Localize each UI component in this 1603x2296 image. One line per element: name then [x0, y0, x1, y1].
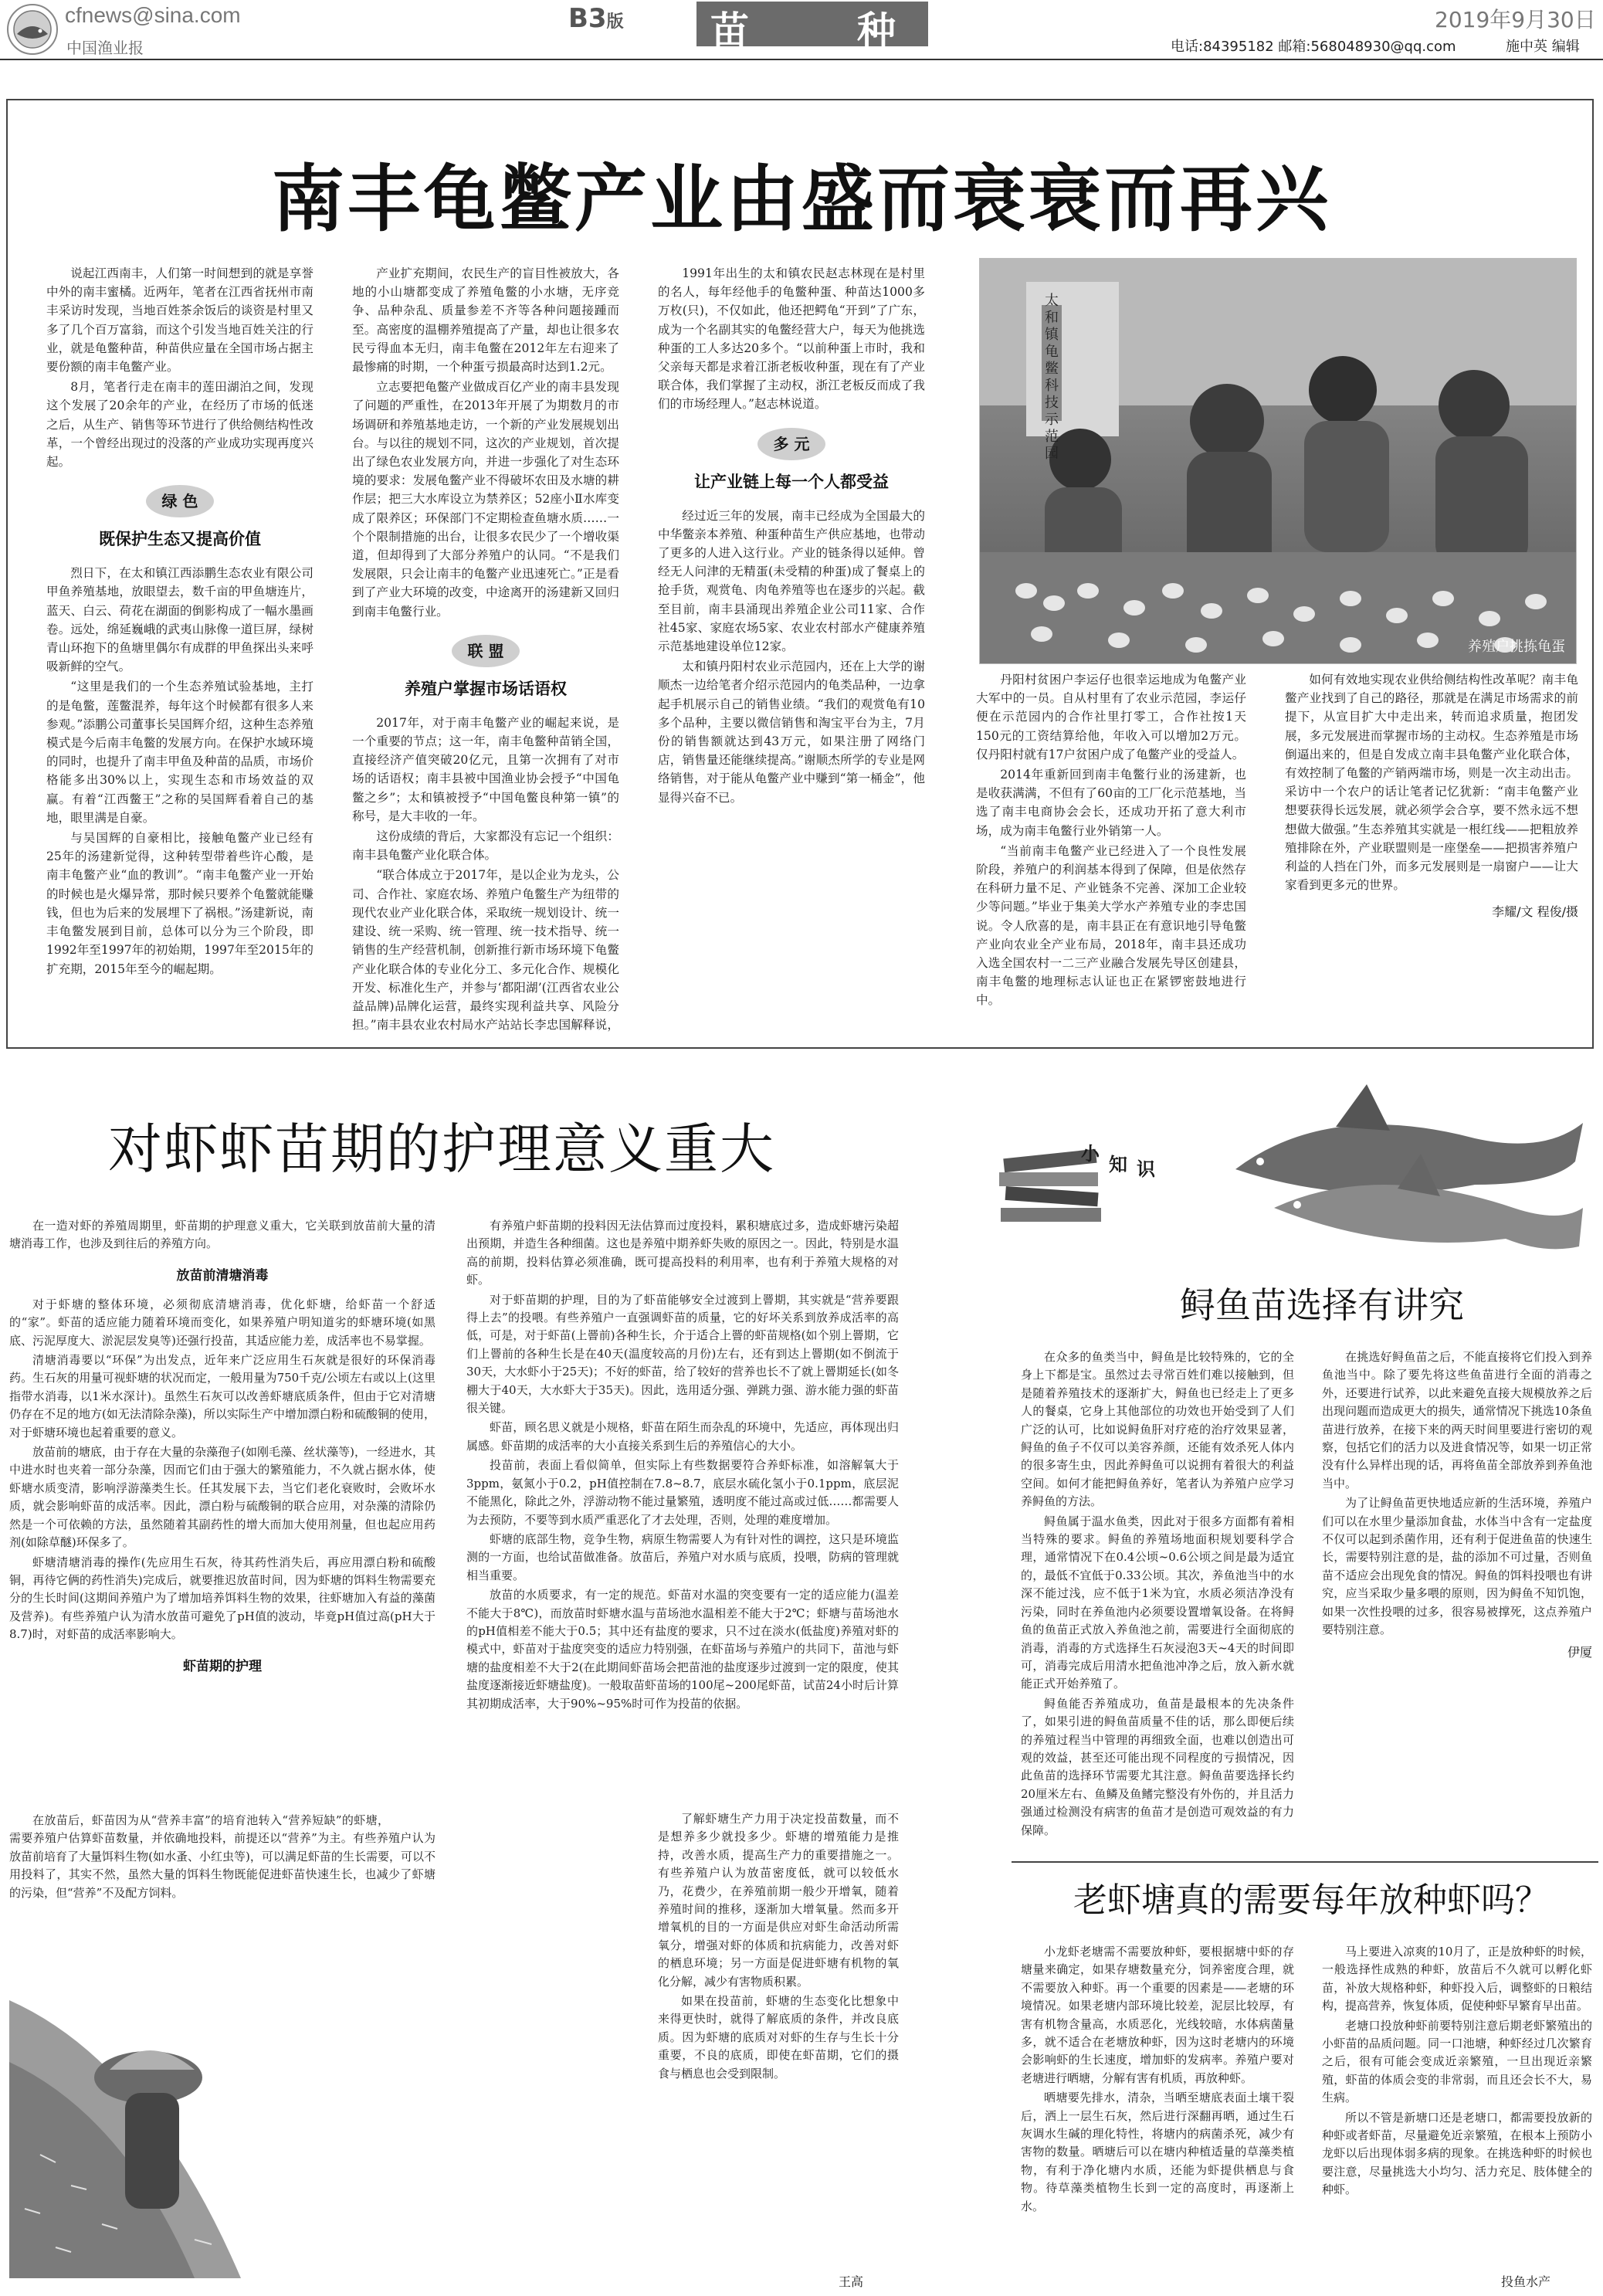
section-heading: 既保护生态又提高价值 — [99, 530, 261, 549]
knowledge-char-shi: 识 — [1137, 1158, 1155, 1180]
section-tag-label: 多 元 — [773, 434, 810, 453]
paragraph: 在一造对虾的养殖周期里，虾苗期的护理意义重大，它关联到放苗前大量的清塘消毒工作，也涉及到往后的养殖方向。 — [9, 1219, 435, 1251]
paragraph: 虾塘清塘消毒的操作(先应用生石灰，待其药性消失后，再应用漂白粉和硫酸铜，再待它俩的药性消失)完成后，就要推迟放苗时间，因为虾塘的饵料生物需要充分的生长时间(这期间养殖户为了增加培养饵料生物的效果，往虾塘加入有益的藻菌及营养)。有些养殖户认为清水放苗可避免了pH值的波动，毕竟pH值过高(pH大于8.7)时，对虾苗的成活率影响大。 — [9, 1555, 435, 1642]
paragraph: “当前南丰龟鳖产业已经进入了一个良性发展阶段，养殖户的利润基本得到了保障，但是依然存在科研力量不足、产业链条不完善、深加工企业较少等问题。”毕业于集美大学水产养殖专业的李忠国说。令人欣喜的是，南丰县正在有意识地引导龟鳖产业向农业全产业布局，2018年，南丰县还成功入选全国农村一二三产业融合发展先导区创建县，南丰龟鳖的地理标志认证也正在紧锣密鼓地进行中。 — [976, 843, 1246, 1008]
lead-article-column-5 — [1285, 670, 1578, 1033]
paragraph: 有养殖户虾苗期的投料因无法估算而过度投料，累积塘底过多，造成虾塘污染超出预期，并造生各种细菌。这也是养殖中期养虾失败的原因之一。因此，特别是水温高的前期，投料估算必须准确，既可提高投料的利用率，也有利于养殖大规格的对虾。 — [466, 1219, 899, 1287]
paragraph: 2014年重新回到南丰龟鳖行业的汤建新，也是收获满满，不但有了60亩的工厂化示范基地，当选了南丰电商协会会长，还成功开拓了意大利市场，成为南丰龟鳖行业外销第一人。 — [976, 768, 1246, 838]
paragraph: 对于虾塘的整体环境，必须彻底清塘消毒，优化虾塘，给虾苗一个舒适的“家”。虾苗的适应能力随着环境而变化，如果养殖户明知道劣的虾塘环境(如黑底、污泥厚度大、淤泥层发臭等)还强行投苗，其适应能力差，成活率也不易掌握。 — [9, 1297, 435, 1348]
paragraph: 鲟鱼属于温水鱼类，因此对于很多方面都有着相当特殊的要求。鲟鱼的养殖场地面积规划要科学合理，通常情况下在0.4公顷~0.6公顷之间是最为适宜的，最低不宜低于0.33公顷。其次，养鱼池当中的水深不能过浅，应不低于1米为宜，水质必须洁净没有污染，同时在养鱼池内必须要设置增氧设备。在将鲟鱼的鱼苗正式放入养鱼池之前，需要进行全面彻底的消毒，消毒的方式选择生石灰浸泡3天~4天的时间即可，消毒完成后用清水把鱼池冲净之后，放入新水就能正式开始养殖了。 — [1021, 1514, 1294, 1691]
paragraph: 在放苗后，虾苗因为从“营养丰富”的培育池转入“营养短缺”的虾塘，需要养殖户估算虾苗数量，并依确地投料，前提还以“营养”为主。有些养殖户认为放苗前培育了大量饵料生物(如水蚤、小红虫等)，可以满足虾苗的生长需要，可以不用投料了，其实不然，虽然大量的饵料生物既能促进虾苗快速生长，也减少了虾塘的污染，但“营养”不及配方饲料。 — [9, 1813, 435, 1900]
paragraph: 虾苗，顾名思义就是小规格，虾苗在陌生而杂乱的环境中，先适应，再体现出归属感。虾苗期的成活率的大小直接关系到生后的养殖信心的大小。 — [466, 1420, 899, 1453]
lead-article-title: 南丰龟鳖产业由盛而衰衰而再兴 — [271, 158, 1331, 242]
paragraph: 2017年，对于南丰龟鳖产业的崛起来说，是一个重要的节点；这一年，南丰龟鳖种苗销全国，直接经济产值突破20亿元，且第一次拥有了对市场的话语权；南丰县被中国渔业协会授予“中国龟鳖之乡”；太和镇被授予“中国龟鳖良种第一镇”的称号，是大丰收的一年。 — [352, 715, 619, 823]
section-char-1: 苗 — [710, 8, 749, 53]
paragraph: 丹阳村贫困户李运仔也很幸运地成为龟鳖产业大军中的一员。自从村里有了农业示范园，李运仔便在示范园内的合作社里打零工，合作社按1天150元的工资结算给他，年收入可以增加2万元。仅丹阳村就有17户贫困户成了龟鳖产业的受益人。 — [976, 673, 1246, 761]
knowledge-banner — [996, 1053, 1598, 1308]
paragraph: “这里是我们的一个生态养殖试验基地，主打的是龟鳖，莲鳖混养，每年这个时候都有很多人来参观。”添鹏公司董事长吴国辉介绍，这种生态养殖模式是今后南丰龟鳖的发展方向。在保护水域环境的同时，也提升了南丰甲鱼及种苗的品质，市场价格能多出30%以上，实现生态和市场效益的双赢。有着“江西鳖王”之称的吴国辉看着自己的基地，眼里满是自豪。 — [46, 680, 313, 825]
edition-code: B3 — [568, 3, 607, 34]
text-wrap-spacer — [389, 1812, 435, 1813]
section-heading: 虾苗期的护理 — [183, 1658, 262, 1674]
paragraph: 晒塘要先排水，清杂，当晒至塘底表面土壤干裂后，洒上一层生石灰，然后进行深翻再晒，通过生石灰调水生碱的理化特性，将塘内的病菌杀死，减少有害物的数量。晒塘后可以在塘内种植适量的草藻类植物，有利于净化塘内水质，还能为虾提供栖息与食物。待草藻类植物生长到一定的高度时，再逐渐上水。 — [1021, 2091, 1294, 2213]
knowledge-char-xiao: 小 — [1081, 1143, 1100, 1165]
sturgeon-article-column-1 — [1021, 1348, 1294, 1853]
paragraph: 1991年出生的太和镇农民赵志林现在是村里的名人，每年经他手的龟鳖种蛋、种苗达1000多万枚(只)，不仅如此，他还把鳄龟“开到”了广东，成为一个名副其实的龟鳖经营大户，每天为他挑选种蛋的工人多达20多个。“以前种蛋上市时，我和父亲每天都是求着江浙老板收种蛋，现在有了产业联合体，我们掌握了主动权，浙江老板反而成了我们的市场经理人。”赵志林说道。 — [658, 266, 925, 412]
editor-name: 施中英 编辑 — [1506, 39, 1580, 55]
paragraph: 放苗的水质要求，有一定的规范。虾苗对水温的突变要有一定的适应能力(温差不能大于8℃)，而放苗时虾塘水温与苗场池水温相差不能大于2℃；虾塘与苗场池水的pH值相差不能大于0.5；其中还有盐度的要求，只不过在淡水(低盐度)养殖对虾的模式中，虾苗对于盐度突变的适应力特别强，在虾苗场与养殖户的共同下，苗池与虾塘的盐度相差不大于2(在此期间虾苗场会把苗池的盐度逐步过渡到一定的限度，使其盐度逐渐接近虾塘盐度)。一般取苗虾苗场的100尾~200尾虾苗，试苗24小时后计算其初期成活率，大于90%~95%时可作为投苗的依据。 — [466, 1588, 899, 1711]
paragraph: 老塘口投放种虾前要特别注意后期老虾繁殖出的小虾苗的品质问题。同一口池塘，种虾经过几次繁育之后，很有可能会变成近亲繁殖，一旦出现近亲繁殖，虾苗的体质会变的非常弱，而且还会长不大，易生病。 — [1322, 2018, 1592, 2105]
paragraph: 鲟鱼能否养殖成功，鱼苗是最根本的先决条件了，如果引进的鲟鱼苗质量不佳的话，那么即便后续的养殖过程当中管理的再细致全面，也难以创造出可观的效益，甚至还可能出现不同程度的亏损情况，因此鱼苗的选择环节需要尤其注意。鲟鱼苗要选择长约20厘米左右、鱼鳞及鱼鳍完整没有外伤的，并且活力强通过检测没有病害的鱼苗才是创造可观效益的有力保障。 — [1021, 1696, 1294, 1837]
photo-caption: 养殖户挑拣龟蛋 — [1468, 639, 1565, 655]
crayfish-article-column-2 — [1322, 1943, 1592, 2283]
paragraph: 在挑选好鲟鱼苗之后，不能直接将它们投入到养鱼池当中。除了要先将这些鱼苗进行全面的消毒之外，还要进行试养，以此来避免直接大规模放养之后出现问题而造成更大的损失，通常情况下挑选10条鱼苗进行放养，在接下来的两天时间里要进行密切的观察，包括它们的活力以及进食情况等，如果一切正常没有什么异样出现的话，再将鱼苗全部放养到养鱼池当中。 — [1322, 1350, 1592, 1491]
paragraph: 如果在投苗前，虾塘的生态变化比想象中来得更快时，就得了解底质的条件，并改良底质。因为虾塘的底质对对虾的生存与生长十分重要，不良的底质，即使在虾苗期，它们的摄食与栖息也会受到限制。 — [658, 1994, 899, 2081]
paragraph: 说起江西南丰，人们第一时间想到的就是享誉中外的南丰蜜橘。近两年，笔者在江西省抚州市南丰采访时发现，当地百姓茶余饭后的谈资是村里又多了几个百万富翁，而这个引发当地百姓关注的行业，就是龟鳖种苗，种苗供应量在全国市场占据主要份额的南丰龟鳖产业。 — [46, 266, 313, 375]
shrimp-article-column-2b — [658, 1810, 899, 2266]
byline: 投鱼水产 — [1501, 2274, 1551, 2289]
paragraph: 对于虾苗期的护理，目的为了虾苗能够安全过渡到上罾期，其实就是“营养要跟得上去”的投喂。有些养殖户一直强调虾苗的质量，它的好坏关系到放养成活率的高低，可是，对于虾苗(上罾前)各种生长，介于适合上罾的虾苗规格(如个别上罾期，它们上罾前的各种生长是在40天(温度较高的月份)左右，还有到达上罾期(如不倒流于30天，大水虾小于25天)；不好的虾苗，给了较好的营养也长不了就上罾期延长(如冬棚大于40天，大水虾大于35天)。因此，选用适分强、弹跳力强、游水能力强的虾苗很关键。 — [466, 1292, 899, 1416]
paragraph: 如何有效地实现农业供给侧结构性改革呢？南丰龟鳖产业找到了自己的路径，那就是在满足市场需求的前提下，从宣目扩大中走出来，转而追求质量，抱团发展，多元发展进而掌握市场的主动权。生态养殖是市场倒逼出来的，但是自发成立南丰县龟鳖产业化联合体，有效控制了龟鳖的产销两端市场，则是一次主动出击。采访中一个农户的话让笔者记忆犹新：“南丰龟鳖产业想要获得长远发展，就必须学会合享，要不然永远不想想做大做强。”生态养殖其实就是一根红线——把粗放养殖排除在外，产业联盟则是一座堡垒——把损害养殖户利益的人挡在门外，而多元发展则是一扇窗户——让大家看到更多元的世界。 — [1285, 673, 1578, 893]
paragraph: 清塘消毒要以“环保”为出发点，近年来广泛应用生石灰就是很好的环保消毒药。生石灰的用量可视虾塘的状况而定，一般用量为750千克/公顷左右或以上(这里指带水消毒，以1米水深计)。虽然生石灰可以改善虾塘底质条件，但由于它对清塘仍存在不足的地方(如无法清除杂藻)，所以实际生产中增加漂白粉和硫酸铜的使用，对于虾塘环境也起着重要的意义。 — [9, 1353, 435, 1440]
paragraph: 放苗前的塘底，由于存在大量的杂藻孢子(如刚毛藻、丝状藻等)，一经进水，其中进水时也夹着一部分杂藻，因而它们由于强大的繁殖能力，不久就占据水体，使虾塘水质变清，影响浮游藻类生长。任其发展下去，当它们老化衰败时，会败坏水质，就会影响虾苗的成活率。因此，漂白粉与硫酸铜的联合应用，对杂藻的清除仍然是一个可依赖的方法，虽然随着其副药性的增大而加大使用剂量，但也起应用药剂(如除草醚)环保多了。 — [9, 1445, 435, 1550]
contact-info: 电话:84395182 邮箱:568048930@qq.com — [1171, 39, 1456, 55]
lead-article-column-4 — [976, 670, 1246, 1033]
lead-article-photo — [979, 258, 1577, 664]
section-tag-label: 绿 色 — [161, 492, 198, 511]
section-tag — [144, 483, 215, 519]
crayfish-article-title: 老虾塘真的需要每年放种虾吗？ — [1073, 1881, 1549, 1920]
section-heading: 养殖户掌握市场话语权 — [405, 679, 567, 698]
shrimp-article-column-1 — [9, 1217, 435, 1804]
paragraph: 太和镇丹阳村农业示范园内，还在上大学的谢顺杰一边给笔者介绍示范园内的龟类品种，一边拿起手机展示自己的销售业绩。“我们的观赏龟有10多个品种，主要以微信销售和淘宝平台为主，7月份的销售额就达到43万元，如果注册了网络门店，销售量还能继续提高。”谢顺杰所学的专业是网络销售，对于能从龟鳖产业中赚到“第一桶金”，他显得兴奋不已。 — [658, 660, 925, 805]
section-tag — [756, 426, 827, 462]
paragraph: 为了让鲟鱼苗更快地适应新的生活环境，养殖户们可以在水里少量添加食盐，水体当中含有一定盐度不仅可以起到杀菌作用，还有利于促进鱼苗的快速生长，需要特别注意的是，盐的添加不可过量，否则鱼苗不适应会出现免食的情况。鲟鱼的饵料投喂也有讲究，应当采取少量多喂的原则，因为鲟鱼不知饥饱，如果一次性投喂的过多，很容易被撑死，这点养殖户要特别注意。 — [1322, 1496, 1592, 1637]
section-heading: 放苗前清塘消毒 — [176, 1267, 269, 1284]
shrimp-photo — [9, 1954, 334, 2278]
paragraph: 投苗前，表面上看似简单，但实际上有些数据要符合养虾标准，如溶解氧大于3ppm，氨氮小于0.2，pH值控制在7.8~8.7，底层水硫化氢小于0.1ppm，底层泥不能黑化，除此之外，浮游动物不能过量繁殖，透明度不能过高或过低……都需要人为去预防，不要等到水质严重恶化了才去处理，否则，处理的难度增加。 — [466, 1458, 899, 1527]
lead-article-column-3 — [658, 264, 925, 1036]
byline: 王高 — [839, 2274, 864, 2289]
logo-icon — [6, 3, 59, 56]
site-email: cfnews@sina.com — [65, 3, 241, 27]
edition-suffix: 版 — [606, 12, 624, 32]
lead-article-column-2 — [352, 264, 619, 1036]
paragraph: 虾塘的底部生物，竞争生物，病原生物需要人为有针对性的调控，这只是环境监测的一方面，也给试苗做准备。放苗后，养殖户对水质与底质，投喂，防病的管理就相当重要。 — [466, 1531, 899, 1582]
section-heading: 让产业链上每一个人都受益 — [694, 472, 889, 491]
paragraph: “联合体成立于2017年，是以企业为龙头，公司、合作社、家庭农场、养殖户龟鳖生产为纽带的现代农业产业化联合体，采取统一规划设计、统一建设、统一采购、统一管理、统一技术指导、统一销售的生产经营机制，创新推行新市场环境下龟鳖产业化联合体的专业化分工、多元化合作、规模化开发、标准化生产，并参与‘都阳湖’(江西省农业公益品牌)品牌化运营，最终实现利益共享、风险分担。”南丰县农业农村局水产站站长李忠国解释说， — [352, 868, 619, 1033]
paragraph: 8月，笔者行走在南丰的莲田湖泊之间，发现这个发展了20余年的产业，在经历了市场的低迷之后，从生产、销售等环节进行了供给侧结构性改革，一个曾经出现过的没落的产业成功实现再度兴起。 — [46, 380, 313, 470]
paragraph: 经过近三年的发展，南丰已经成为全国最大的中华鳖亲本养殖、种蛋种苗生产供应基地，也带动了更多的人进入这行业。产业的链条得以延伸。曾经无人问津的无精蛋(未受精的种蛋)成了餐桌上的抢手货，观赏龟、肉龟养殖等也在逐步的兴起。截至目前，南丰县涌现出养殖企业公司11家、合作社45家、家庭农场5家、农业农村部水产健康养殖示范基地建设单位12家。 — [658, 508, 925, 654]
section-tag — [450, 633, 521, 669]
paper-name: 中国渔业报 — [66, 39, 144, 57]
sturgeon-article-column-2 — [1322, 1348, 1592, 1853]
issue-date: 2019年9月30日 — [1435, 7, 1596, 32]
article-divider — [1012, 1861, 1598, 1863]
paragraph: 烈日下，在太和镇江西添鹏生态农业有限公司甲鱼养殖基地，放眼望去，数千亩的甲鱼塘连片，蓝天、白云、荷花在湖面的倒影构成了一幅水墨画卷。远处，绵延巍峨的武夷山脉像一道巨屏，绿树青山环抱下的鱼塘里偶尔有成群的甲鱼探出头来呼吸新鲜的空气。 — [46, 566, 313, 674]
photo-sign: 太和镇龟鳖科技示范园 — [1045, 293, 1059, 462]
sturgeon-article-title: 鲟鱼苗选择有讲究 — [1180, 1284, 1464, 1326]
knowledge-char-zhi: 知 — [1109, 1154, 1127, 1175]
paragraph: 所以不管是新塘口还是老塘口，都需要投放新的种虾或者虾苗，尽量避免近亲繁殖，在根本上预防小龙虾以后出现体弱多病的现象。在挑选种虾的时候也要注意，尽量挑选大小均匀、活力充足、肢体健全的种虾。 — [1322, 2110, 1592, 2197]
masthead — [0, 0, 1603, 63]
paragraph: 产业扩充期间，农民生产的盲目性被放大，各地的小山塘都变成了养殖龟鳖的小水塘，无序竞争、品种杂乱、质量参差不齐等各种问题接踵而至。高密度的温棚养殖提高了产量，却也让很多农民亏得血本无归，南丰龟鳖在2012年左右迎来了最惨痛的时期，一个种蛋亏损最高时达到1.2元。 — [352, 266, 619, 375]
paragraph: 在众多的鱼类当中，鲟鱼是比较特殊的，它的全身上下都是宝。虽然过去寻常百姓们难以接触到，但是随着养殖技术的逐渐扩大，鲟鱼也已经走上了更多人的餐桌，它身上其他部位的功效也开始受到了人们广泛的认可，比如说鲟鱼肝对疗疮的治疗效果显著，鲟鱼的鱼子不仅可以美容养颜，还能有效杀死人体内的很多寄生虫，因此养鲟鱼可以说拥有着很大的利益空间。如何才能把鲟鱼养好，笔者认为养殖户应学习养鲟鱼的方法。 — [1021, 1350, 1294, 1509]
shrimp-article-column-2 — [466, 1217, 899, 1804]
section-char-2: 种 — [857, 8, 896, 53]
paragraph: 与吴国辉的自豪相比，接触龟鳖产业已经有25年的汤建新觉得，这种转型带着些许心酸，是南丰龟鳖产业“血的教训”。“南丰龟鳖产业一开始的时候也是火爆异常，那时候只要养个龟鳖就能赚钱，但也为后来的发展埋下了祸根。”汤建新说，南丰龟鳖发展到目前，总体可以分为三个阶段，即1992年至1997年的初始期，1997年至2015年的扩充期，2015年至今的崛起期。 — [46, 831, 313, 976]
paragraph: 小龙虾老塘需不需要放种虾，要根据塘中虾的存塘量来确定，如果存塘数量充分，饲养密度合理，就不需要放入种虾。再一个重要的因素是——老塘的环境情况。如果老塘内部环境比较差，泥层比较厚，有害有机物含量高，水质恶化，光线较暗，水体病菌量多，就不适合在老塘放种虾，因为这时老塘内的环境会影响虾的生长速度，增加虾的发病率。养殖户要对老塘进行晒塘，分解有害有机质，再放种虾。 — [1021, 1945, 1294, 2085]
paragraph: 立志要把龟鳖产业做成百亿产业的南丰县发现了问题的严重性，在2013年开展了为期数月的市场调研和养殖基地走访，一个新的产业发展规划出台。与以往的规划不同，这次的产业规划，首次提出了绿色农业发展方向，并进一步强化了对生态环境的要求：发展龟鳖产业不得破坏农田及水塘的耕作层；把三大水库设立为禁养区；52座小Ⅱ水库变成了限养区；环保部门不定期检查鱼塘水质……一个个限制措施的出台，让很多农民少了一个增收渠道，但却得到了大部分养殖户的认同。“不是我们发展限，只会让南丰的龟鳖产业迅速死亡。”正是看到了产业大环境的改变，中途离开的汤建新又回归到南丰龟鳖行业。 — [352, 380, 619, 619]
crayfish-article-column-1 — [1021, 1943, 1294, 2283]
paragraph: 了解虾塘生产力用于决定投苗数量，而不是想养多少就投多少。虾塘的增殖能力是推持，改善水质，提高生产力的重要措施之一。有些养殖户认为放苗密度低，就可以较低水乃，花费少，在养殖前期一般少开增氧，随着养殖时间的推移，逐渐加大增氧量。然而多开增氧机的目的一方面是供应对虾生命活动所需氧分，增强对虾的体质和抗病能力，改善对虾的栖息环境；另一方面是促进虾塘有机物的氧化分解，减少有害物质积累。 — [658, 1812, 899, 1989]
byline: 李耀/文 程俊/摄 — [1492, 904, 1578, 920]
byline: 伊厦 — [1567, 1644, 1592, 1660]
sturgeon-illustration — [1220, 1053, 1591, 1285]
header-rule — [0, 59, 1603, 60]
paragraph: 这份成绩的背后，大家都没有忘记一个组织：南丰县龟鳖产业化联合体。 — [352, 829, 619, 863]
paragraph: 马上要进入凉爽的10月了，正是放种虾的时候，一般选择性成熟的种虾，放苗后不久就可以孵化虾苗，补放大规格种虾，种虾投入后，调整虾的日粮结构，提高营养，恢复体质，促使种虾早繁育早出苗。 — [1322, 1945, 1592, 2013]
section-tag-label: 联 盟 — [467, 641, 504, 660]
lead-article-column-1 — [46, 264, 313, 1036]
shrimp-article-title: 对虾虾苗期的护理意义重大 — [108, 1117, 775, 1181]
edition-number — [568, 3, 624, 34]
